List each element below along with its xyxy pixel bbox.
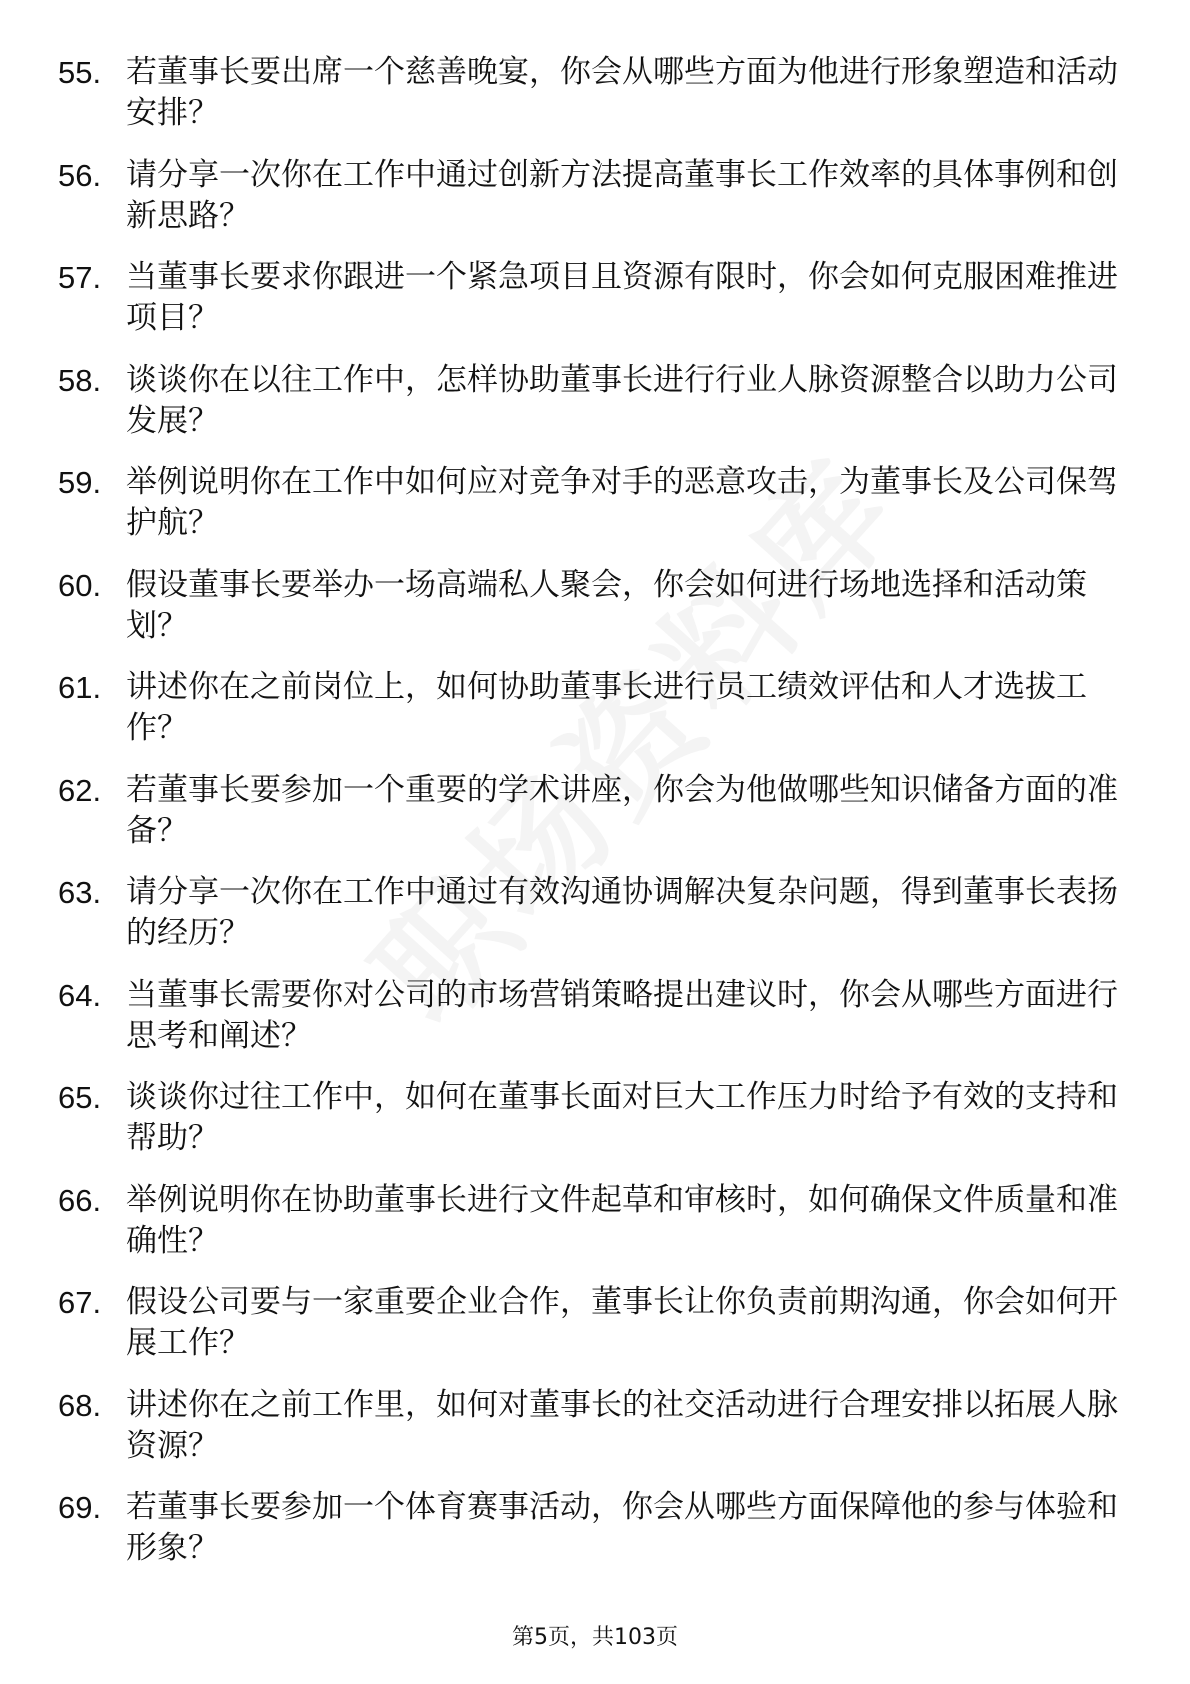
question-number: 61. xyxy=(58,670,102,705)
question-number: 59. xyxy=(58,465,102,500)
question-number: 64. xyxy=(58,977,102,1013)
question-number: 66. xyxy=(58,1182,102,1218)
question-item xyxy=(58,52,1118,134)
question-text: 讲述你在之前岗位上，如何协助董事长进行员工绩效评估和人才选拔工作？ xyxy=(126,669,1087,746)
question-item xyxy=(58,1487,1118,1569)
question-item xyxy=(58,155,1118,237)
question-number: 65. xyxy=(58,1080,102,1115)
question-text: 举例说明你在协助董事长进行文件起草和审核时，如何确保文件质量和准确性？ xyxy=(126,1181,1118,1259)
question-item xyxy=(58,1385,1118,1467)
question-text: 请分享一次你在工作中通过创新方法提高董事长工作效率的具体事例和创新思路？ xyxy=(126,156,1118,234)
question-number: 58. xyxy=(58,362,102,398)
question-text: 假设董事长要举办一场高端私人聚会，你会如何进行场地选择和活动策划？ xyxy=(126,566,1087,644)
question-item xyxy=(58,667,1118,749)
question-number: 69. xyxy=(58,1490,102,1525)
page-number-label: 第5页，共103页 xyxy=(512,1625,678,1650)
page-footer xyxy=(0,1620,1190,1651)
question-text: 举例说明你在工作中如何应对竞争对手的恶意攻击，为董事长及公司保驾护航？ xyxy=(126,464,1118,541)
question-item xyxy=(58,360,1118,442)
question-number: 60. xyxy=(58,567,102,603)
question-item xyxy=(58,1180,1118,1262)
question-text: 讲述你在之前工作里，如何对董事长的社交活动进行合理安排以拓展人脉资源？ xyxy=(126,1386,1118,1464)
question-item xyxy=(58,872,1118,954)
question-text: 若董事长要参加一个重要的学术讲座，你会为他做哪些知识储备方面的准备？ xyxy=(126,771,1118,849)
question-text: 若董事长要参加一个体育赛事活动，你会从哪些方面保障他的参与体验和形象？ xyxy=(126,1489,1118,1566)
question-number: 68. xyxy=(58,1387,102,1423)
question-number: 55. xyxy=(58,55,102,90)
question-text: 假设公司要与一家重要企业合作，董事长让你负责前期沟通，你会如何开展工作？ xyxy=(126,1284,1118,1361)
question-item xyxy=(58,1077,1118,1159)
question-text: 当董事长需要你对公司的市场营销策略提出建议时，你会从哪些方面进行思考和阐述？ xyxy=(126,976,1118,1054)
question-text: 请分享一次你在工作中通过有效沟通协调解决复杂问题，得到董事长表扬的经历？ xyxy=(126,874,1118,951)
question-item xyxy=(58,257,1118,339)
question-text: 谈谈你过往工作中，如何在董事长面对巨大工作压力时给予有效的支持和帮助？ xyxy=(126,1079,1118,1156)
question-item xyxy=(58,770,1118,852)
question-number: 56. xyxy=(58,157,102,193)
question-item xyxy=(58,975,1118,1057)
question-number: 57. xyxy=(58,260,102,295)
question-item xyxy=(58,1282,1118,1364)
question-text: 若董事长要出席一个慈善晚宴，你会从哪些方面为他进行形象塑造和活动安排？ xyxy=(126,54,1118,131)
question-text: 谈谈你在以往工作中，怎样协助董事长进行行业人脉资源整合以助力公司发展？ xyxy=(126,361,1118,439)
question-list xyxy=(58,52,1118,1590)
question-number: 63. xyxy=(58,875,102,910)
question-number: 62. xyxy=(58,772,102,808)
question-number: 67. xyxy=(58,1285,102,1320)
question-item xyxy=(58,565,1118,647)
question-text: 当董事长要求你跟进一个紧急项目且资源有限时，你会如何克服困难推进项目？ xyxy=(126,259,1118,336)
question-item xyxy=(58,462,1118,544)
